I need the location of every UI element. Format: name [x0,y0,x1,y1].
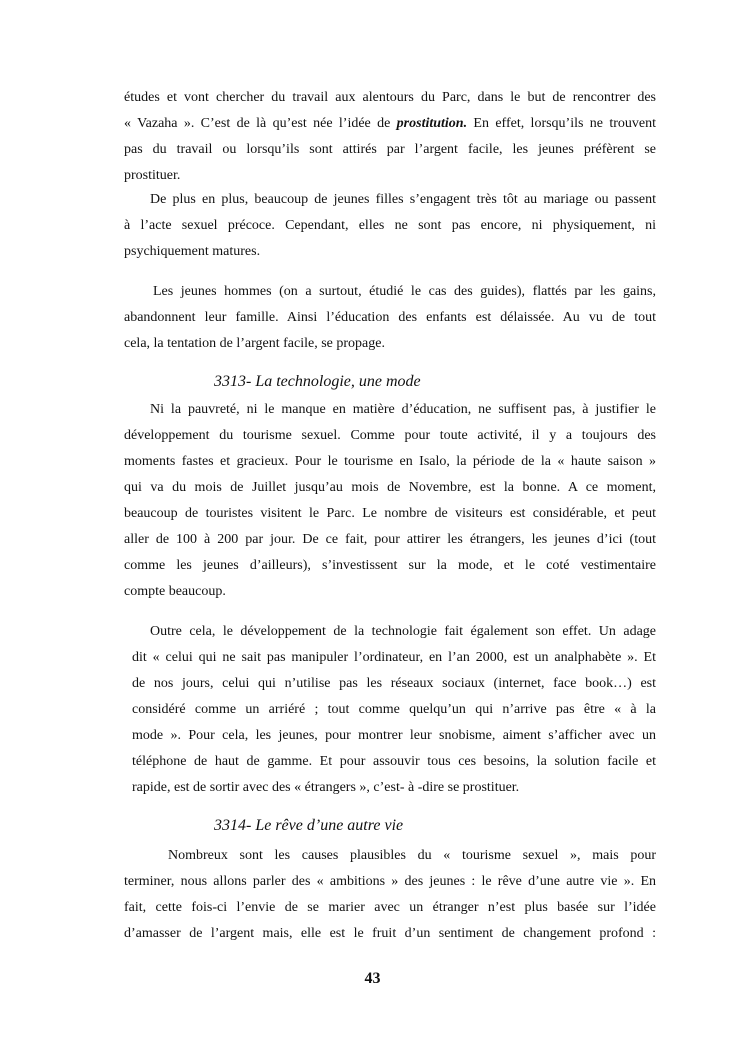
text-line: beaucoup de touristes visitent le Parc. Le nombre de visiteurs est considérable, et peut [124,506,656,521]
text-line [124,112,656,136]
text-line: aller de 100 à 200 par jour. De ce fait, pour attirer les étrangers, les jeunes d’ici (tout [124,532,656,547]
page-number: 43 [364,970,381,987]
text-line: comme les jeunes d’ailleurs), s’investissent sur la mode, et le coté vestimentaire [124,558,656,573]
emphasis-prostitution: prostitution. [396,116,468,131]
text-line: abandonnent leur famille. Ainsi l’éducation des enfants est délaissée. Au vu de tout [124,310,656,325]
text-line: téléphone de haut de gamme. Et pour assouvir tous ces besoins, la solution facile et [132,754,656,769]
text-span: « Vazaha ». C’est de là qu’est née l’idée de [124,116,397,131]
text-line: Les jeunes hommes (on a surtout, étudié le cas des guides), flattés par les gains, [153,284,656,299]
section-heading-3313: 3313- La technologie, une mode [214,373,421,390]
text-line: rapide, est de sortir avec des « étrangers », c’est- à -dire se prostituer. [132,780,520,795]
text-line: dit « celui qui ne sait pas manipuler l’ordinateur, en l’an 2000, est un analphabète ». Et [132,650,656,665]
text-line: fait, cette fois-ci l’envie de se marier avec un étranger n’est plus basée sur l’idée [124,900,656,915]
text-line: compte beaucoup. [124,584,226,599]
text-line: de nos jours, celui qui n’utilise pas les réseaux sociaux (internet, face book…) est [132,676,656,691]
text-line: terminer, nous allons parler des « ambitions » des jeunes : le rêve d’une autre vie ». En [124,874,656,889]
text-line: développement du tourisme sexuel. Comme pour toute activité, il y a toujours des [124,428,656,443]
text-line: pas du travail ou lorsqu’ils sont attirés par l’argent facile, les jeunes préfèrent se [124,142,656,157]
text-line: De plus en plus, beaucoup de jeunes filles s’engagent très tôt au mariage ou passent [150,192,656,207]
text-span: En effet, lorsqu’ils ne trouvent [467,116,656,131]
text-line: Outre cela, le développement de la technologie fait également son effet. Un adage [150,624,656,639]
text-line: moments fastes et gracieux. Pour le tourisme en Isalo, la période de la « haute saison » [124,454,656,469]
text-line: études et vont chercher du travail aux alentours du Parc, dans le but de rencontrer des [124,90,656,105]
text-line: Nombreux sont les causes plausibles du « tourisme sexuel », mais pour [168,848,656,863]
section-heading-3314: 3314- Le rêve d’une autre vie [214,817,404,834]
text-line: à l’acte sexuel précoce. Cependant, elles ne sont pas encore, ni physiquement, ni [124,218,656,233]
text-line: cela, la tentation de l’argent facile, se propage. [124,336,385,351]
text-line: considéré comme un arriéré ; tout comme quelqu’un qui n’arrive pas être « à la [132,702,656,717]
text-line: d’amasser de l’argent mais, elle est le fruit d’un sentiment de changement profond : [124,926,656,941]
text-line: mode ». Pour cela, les jeunes, pour montrer leur snobisme, aiment s’afficher avec un [132,728,656,743]
text-line: prostituer. [124,168,181,183]
text-line: psychiquement matures. [124,244,261,259]
text-line: qui va du mois de Juillet jusqu’au mois de Novembre, est la bonne. A ce moment, [124,480,656,495]
text-line: Ni la pauvreté, ni le manque en matière d’éducation, ne suffisent pas, à justifier le [150,402,656,417]
